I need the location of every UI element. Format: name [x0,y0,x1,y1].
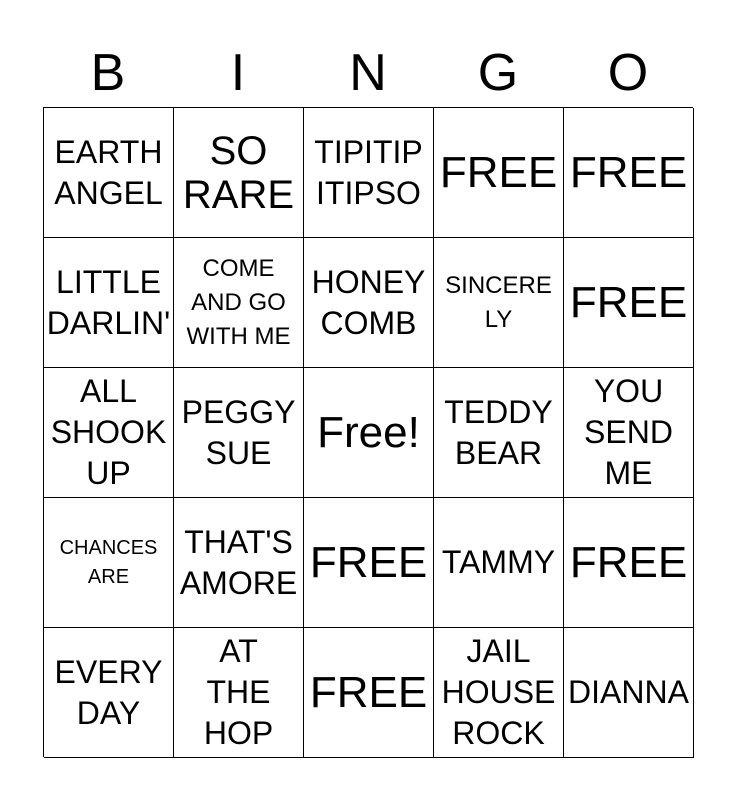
header-letter-n: N [349,44,387,102]
bingo-cell[interactable] [564,108,694,238]
cell-text: DIANNA [568,674,689,710]
bingo-cell[interactable] [434,628,564,758]
bingo-header [43,42,693,104]
header-letter-i: I [230,44,246,102]
cell-text: LITTLE DARLIN' [46,263,171,341]
cell-text: FREE [309,537,428,587]
bingo-cell[interactable] [434,498,564,628]
cell-text: FREE [309,667,428,717]
bingo-cell[interactable] [44,108,174,238]
cell-text: FREE [569,147,688,197]
bingo-cell[interactable] [44,628,174,758]
bingo-cell[interactable] [564,628,694,758]
cell-text: HONEY COMB [311,263,426,341]
cell-text: THAT'S AMORE [179,523,298,601]
bingo-cell[interactable] [174,628,304,758]
bingo-cell[interactable] [174,498,304,628]
cell-text: FREE [439,147,558,197]
bingo-cell[interactable] [44,368,174,498]
cell-text: CHANCES ARE [59,536,158,588]
cell-text: FREE [569,277,688,327]
bingo-cell[interactable] [304,108,434,238]
bingo-cell[interactable] [564,498,694,628]
cell-text: COME AND GO WITH ME [186,254,291,350]
bingo-cell[interactable] [174,108,304,238]
bingo-cell[interactable] [174,368,304,498]
bingo-cell[interactable] [564,238,694,368]
bingo-cell[interactable] [304,628,434,758]
header-letter-b: B [90,44,126,102]
cell-text: SINCERE LY [445,271,552,333]
free-space-cell[interactable] [304,368,434,498]
bingo-cell[interactable] [434,238,564,368]
bingo-cell[interactable] [304,498,434,628]
cell-text: TAMMY [441,544,556,580]
cell-text: PEGGY SUE [181,393,296,471]
bingo-card-grid [43,107,693,757]
bingo-cell[interactable] [304,238,434,368]
bingo-cell[interactable] [44,498,174,628]
cell-text: AT THE HOP [203,633,274,751]
bingo-cell[interactable] [564,368,694,498]
cell-text: EVERY DAY [54,653,163,731]
cell-text: YOU SEND ME [584,373,673,491]
cell-text: TIPITIP ITIPSO [314,133,423,211]
cell-text: TEDDY BEAR [444,393,553,471]
cell-text: EARTH ANGEL [54,133,163,211]
free-space-text: Free! [317,407,420,457]
cell-text: JAIL HOUSE ROCK [441,633,556,751]
cell-text: SO RARE [182,128,295,217]
bingo-cell[interactable] [434,368,564,498]
header-letter-g: G [477,44,519,102]
cell-text: ALL SHOOK UP [50,373,167,491]
bingo-cell[interactable] [174,238,304,368]
header-letter-o: O [607,44,649,102]
cell-text: FREE [569,537,688,587]
bingo-cell[interactable] [44,238,174,368]
bingo-cell[interactable] [434,108,564,238]
